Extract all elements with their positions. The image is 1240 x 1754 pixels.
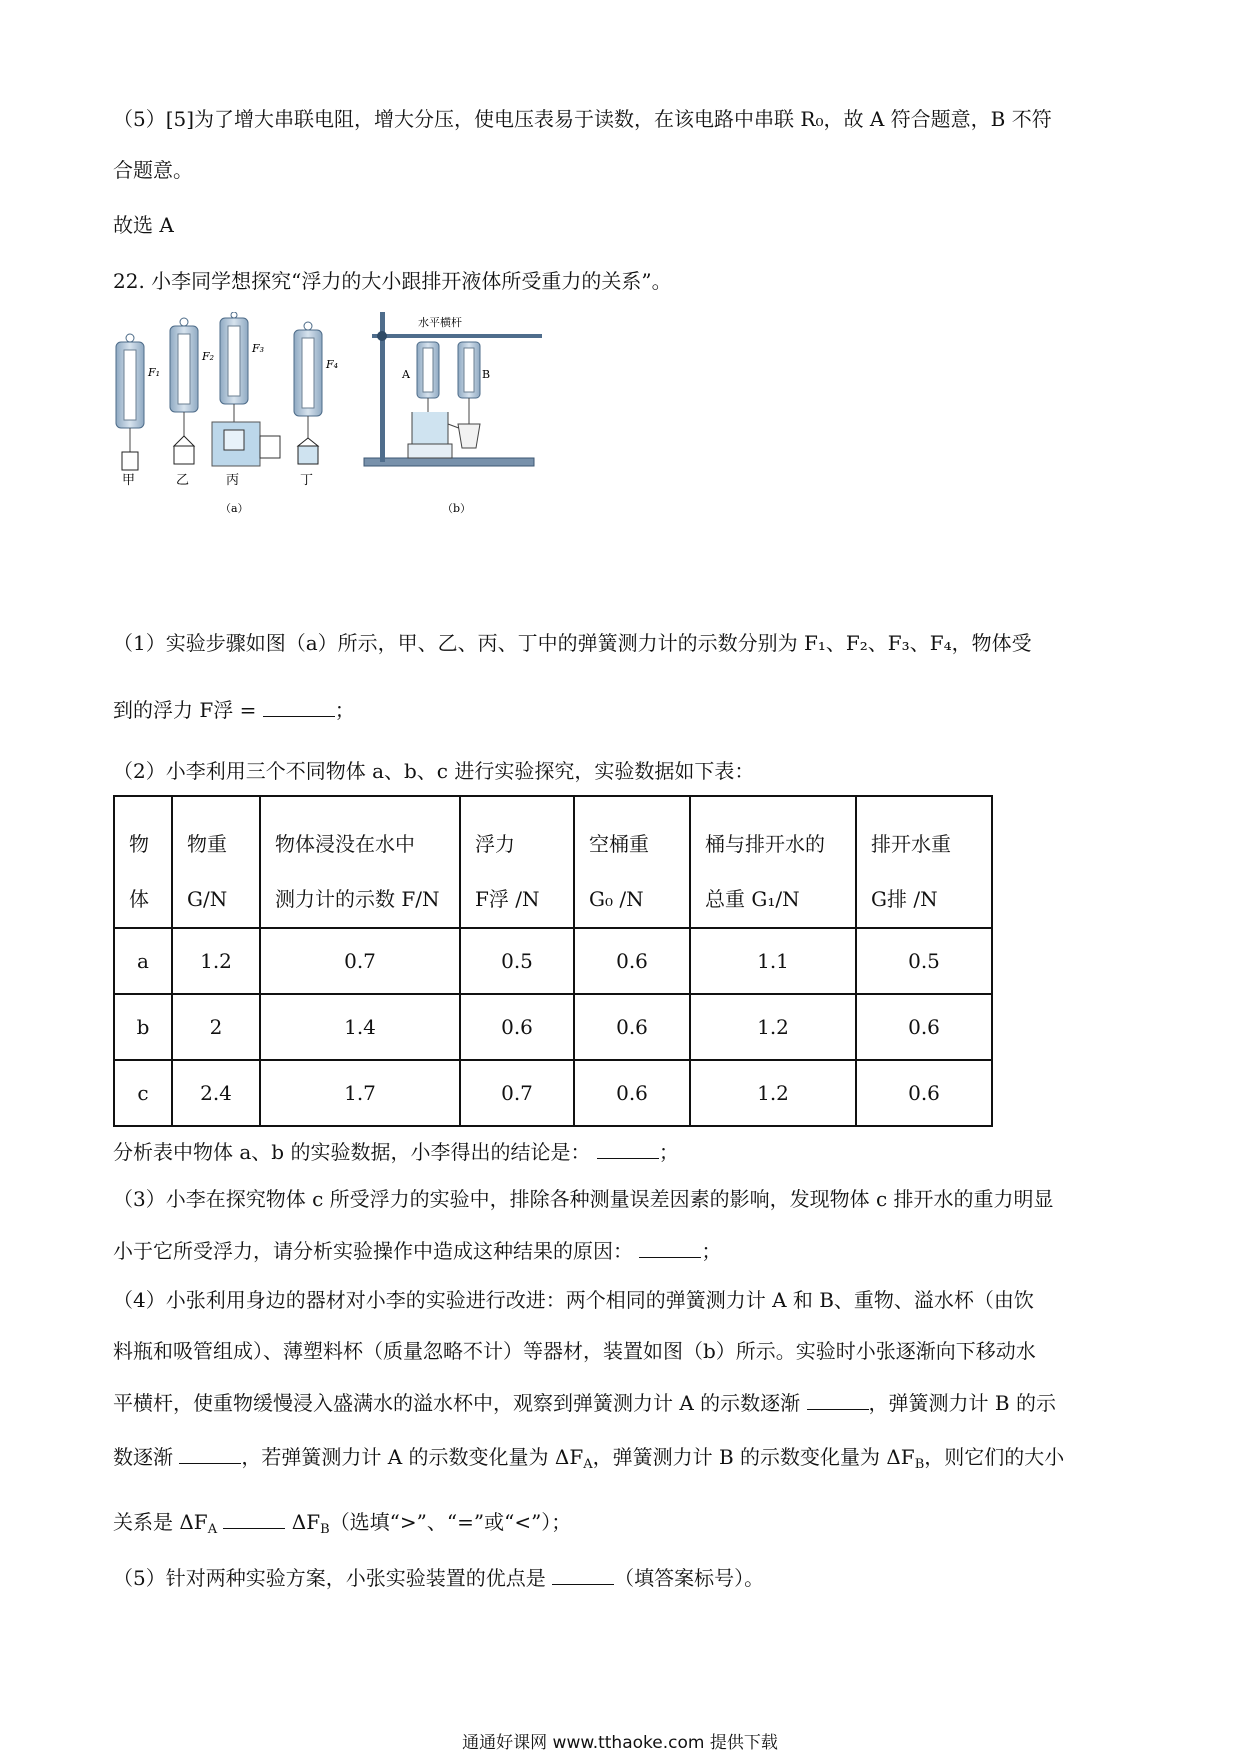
page-footer: 通通好课网 www.tthaoke.com 提供下载 (462, 1733, 778, 1753)
meter-a-label: A (402, 368, 410, 381)
table-cell: 0.7 (260, 928, 460, 994)
q1-text-line-2: 到的浮力 F浮 = ； (113, 698, 355, 722)
q4-line4-delta-a: ，若弹簧测力计 A 的示数变化量为 ΔF (241, 1445, 584, 1469)
q4-text-line-1: （4）小张利用身边的器材对小李的实验进行改进：两个相同的弹簧测力计 A 和 B、重物、溢水杯（由饮 (113, 1288, 1034, 1312)
q4-line5-delta-b: ΔF (291, 1510, 321, 1534)
caption-b: （b） (442, 502, 472, 515)
table-cell: 0.6 (856, 994, 992, 1060)
q2-conclusion-line: 分析表中物体 a、b 的实验数据，小李得出的结论是： ； (113, 1140, 679, 1164)
label-ding: 丁 (300, 473, 314, 488)
header-empty-bucket: 空桶重 G₀ /N (574, 796, 690, 928)
spring-scale-jia (116, 334, 160, 488)
table-row (114, 1060, 992, 1126)
prev-answer-line-2: 合题意。 (113, 158, 193, 182)
table-cell: 0.6 (460, 994, 574, 1060)
table-cell: 0.5 (460, 928, 574, 994)
table-cell: 1.2 (172, 928, 260, 994)
q3-answer-blank[interactable] (639, 1237, 701, 1258)
header-reading: 物体浸没在水中 测力计的示数 F/N (260, 796, 460, 928)
q4-text-line-4: 数逐渐 ，若弹簧测力计 A 的示数变化量为 $\Delta F_A$，弹簧测力计 B 的示数变化量为 $\Delta F_B$，则它们的大小 (113, 1445, 1065, 1472)
experiment-data-table (113, 795, 993, 1127)
table-cell: 2.4 (172, 1060, 260, 1126)
spring-scale-ding (294, 322, 338, 488)
table-cell: 1.2 (690, 1060, 856, 1126)
q4-meter-b-trend-blank[interactable] (179, 1443, 241, 1464)
table-header-row (114, 796, 992, 928)
q4-line3-suffix: ，弹簧测力计 B 的示 (868, 1391, 1056, 1415)
beam-label: 水平横杆 (418, 316, 462, 329)
q4-text-line-3 (113, 1389, 1056, 1416)
force-label-f3: F₃ (252, 342, 265, 355)
q4-line3-prefix: 平横杆，使重物缓慢浸入盛满水的溢水杯中，观察到弹簧测力计 A 的示数逐渐 (113, 1391, 801, 1415)
spring-scale-yi (170, 318, 214, 488)
q4-line5-delta-a: 关系是 ΔF (113, 1510, 208, 1534)
table-cell: a (114, 928, 172, 994)
caption-a: （a） (220, 502, 249, 515)
q2-intro: （2）小李利用三个不同物体 a、b、c 进行实验探究，实验数据如下表： (113, 759, 755, 783)
label-yi: 乙 (176, 473, 190, 488)
table-cell: 0.6 (574, 1060, 690, 1126)
table-cell: 1.7 (260, 1060, 460, 1126)
force-label-f2: F₂ (202, 350, 215, 363)
q4-text-line-2: 料瓶和吸管组成）、薄塑料杯（质量忽略不计）等器材，装置如图（b）所示。实验时小张逐渐向下移动水 (113, 1339, 1036, 1363)
label-jia: 甲 (122, 473, 136, 488)
header-weight: 物重 G/N (172, 796, 260, 928)
meter-b-label: B (482, 368, 491, 381)
q5-prompt: （5）针对两种实验方案，小张实验装置的优点是 (113, 1566, 546, 1590)
prev-answer-line-3: 故选 A (113, 213, 174, 237)
q2-conclusion-prompt: 分析表中物体 a、b 的实验数据，小李得出的结论是： (113, 1140, 591, 1164)
label-bing: 丙 (226, 473, 240, 488)
q3-text-line-1: （3）小李在探究物体 c 所受浮力的实验中，排除各种测量误差因素的影响，发现物体 c 排开水的重力明显 (113, 1187, 1054, 1211)
header-buoyancy: 浮力 F浮 /N (460, 796, 574, 928)
table-cell: 1.1 (690, 928, 856, 994)
q1-text-line-1: （1）实验步骤如图（a）所示，甲、乙、丙、丁中的弹簧测力计的示数分别为 F₁、F₂、F₃、F₄，物体受 (113, 631, 1032, 655)
q5-answer-blank[interactable] (552, 1564, 614, 1585)
q5-text-line (113, 1564, 764, 1591)
force-label-f4: F₄ (326, 358, 339, 371)
q4-line5-suffix: （选填“>”、“=”或“<”）； (329, 1510, 572, 1534)
q3-prompt: 小于它所受浮力，请分析实验操作中造成这种结果的原因： (113, 1239, 633, 1263)
table-row (114, 994, 992, 1060)
table-cell: b (114, 994, 172, 1060)
apparatus-b (364, 312, 542, 515)
q3-text-line-2: 小于它所受浮力，请分析实验操作中造成这种结果的原因： ； (113, 1239, 722, 1263)
q5-suffix: （填答案标号）。 (614, 1566, 765, 1590)
table-cell: 1.4 (260, 994, 460, 1060)
q2-answer-blank[interactable] (597, 1138, 659, 1159)
question-title: 22. 小李同学想探究“浮力的大小跟排开液体所受重力的关系”。 (113, 269, 672, 293)
header-bucket-water: 桶与排开水的 总重 G₁/N (690, 796, 856, 928)
table-cell: 0.6 (574, 994, 690, 1060)
q4-line4-suffix: ，则它们的大小 (924, 1445, 1065, 1469)
force-label-f1: F₁ (148, 366, 161, 379)
table-cell: 0.6 (856, 1060, 992, 1126)
table-cell: 2 (172, 994, 260, 1060)
table-cell: 0.7 (460, 1060, 574, 1126)
q1-answer-blank[interactable] (263, 696, 335, 717)
q4-text-line-5: 关系是 $\Delta F_A$ $\Delta F_B$（选填“>”、“=”或“<”）； (113, 1510, 572, 1537)
spring-scale-bing (212, 312, 280, 488)
q4-compare-blank[interactable] (223, 1508, 285, 1529)
table-cell: 0.6 (574, 928, 690, 994)
header-object: 物 体 (114, 796, 172, 928)
table-cell: 0.5 (856, 928, 992, 994)
prev-answer-line-1: （5）[5]为了增大串联电阻，增大分压，使电压表易于读数，在该电路中串联 R₀，故 A 符合题意，B 不符 (113, 107, 1052, 131)
q4-line4-prefix: 数逐渐 (113, 1445, 173, 1469)
experiment-figure (112, 312, 612, 562)
table-cell: 1.2 (690, 994, 856, 1060)
table-row (114, 928, 992, 994)
q4-line4-delta-b: ，弹簧测力计 B 的示数变化量为 ΔF (592, 1445, 915, 1469)
q1-prompt: 到的浮力 F浮 = (113, 698, 257, 722)
q4-meter-a-trend-blank[interactable] (807, 1389, 869, 1410)
header-displaced-water: 排开水重 G排 /N (856, 796, 992, 928)
table-cell: c (114, 1060, 172, 1126)
